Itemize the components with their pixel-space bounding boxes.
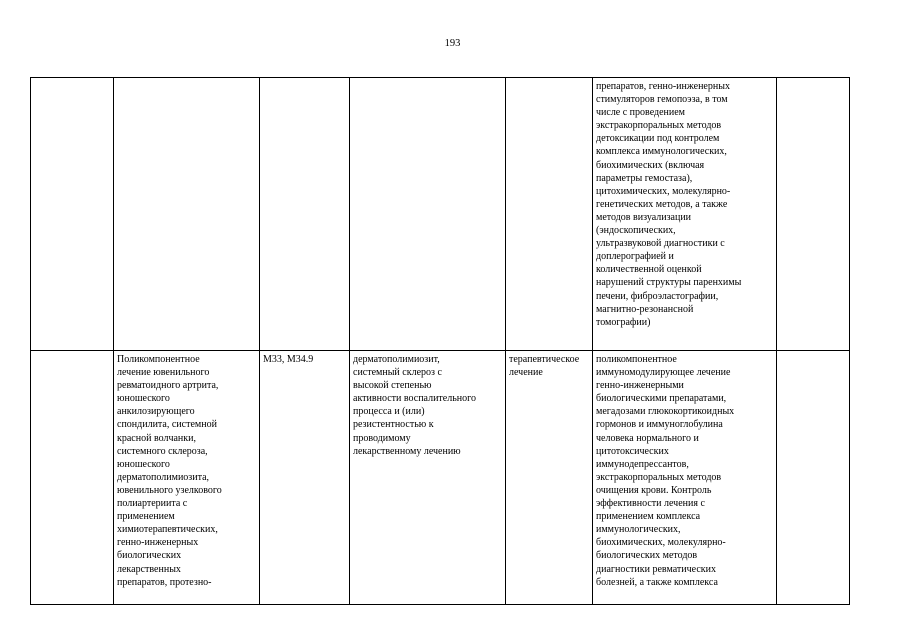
table-cell-name: Поликомпонентное лечение ювенильного ревматоидного артрита, юношеского анкилозирующего спондилита, системной красной волчанки, системного склероза, юношеского дерматополимиозита, ювенильного узелкового полиартериита с применением химиотерапевтических, генно-инженерных биологических лекарственных препаратов, протезно- [114,351,260,605]
table-cell-name [114,78,260,351]
table-cell-treatment-method: поликомпонентное иммуномодулирующее лечение генно-инженерными биологическими препаратами, мегадозами глюкокортикоидных гормонов и иммуноглобулина человека нормального и цитотоксических иммунодепрессантов, экстракорпоральных методов очищения крови. Контроль эффективности лечения с применением комплекса иммунологических, биохимических, молекулярно- биологических методов диагностики ревматических болезней, а также комплекса [593,351,777,605]
table-cell-cost [777,78,850,351]
table-cell-treatment-type: терапевтическое лечение [506,351,593,605]
table-cell-number [31,78,114,351]
table-cell-icd-code [260,78,350,351]
table-row [31,351,850,605]
table-cell-patient-model: дерматополимиозит, системный склероз с высокой степенью активности воспалительного процесса и (или) резистентностью к проводимому лекарственному лечению [350,351,506,605]
medical-care-table [30,77,850,605]
table-cell-treatment-method: препаратов, генно-инженерных стимуляторов гемопоэза, в том числе с проведением экстракорпоральных методов детоксикации под контролем комплекса иммунологических, биохимических (включая параметры гемостаза), цитохимических, молекулярно- генетических методов, а также методов визуализации (эндоскопических, ультразвуковой диагностики с доплерографией и количественной оценкой нарушений структуры паренхимы печени, фиброэластографии, магнитно-резонансной томографии) [593,78,777,351]
page-number: 193 [444,38,461,49]
table-cell-treatment-type [506,78,593,351]
table-cell-cost [777,351,850,605]
table-cell-patient-model [350,78,506,351]
table-cell-icd-code: M33, M34.9 [260,351,350,605]
table-cell-number [31,351,114,605]
table-row [31,78,850,351]
